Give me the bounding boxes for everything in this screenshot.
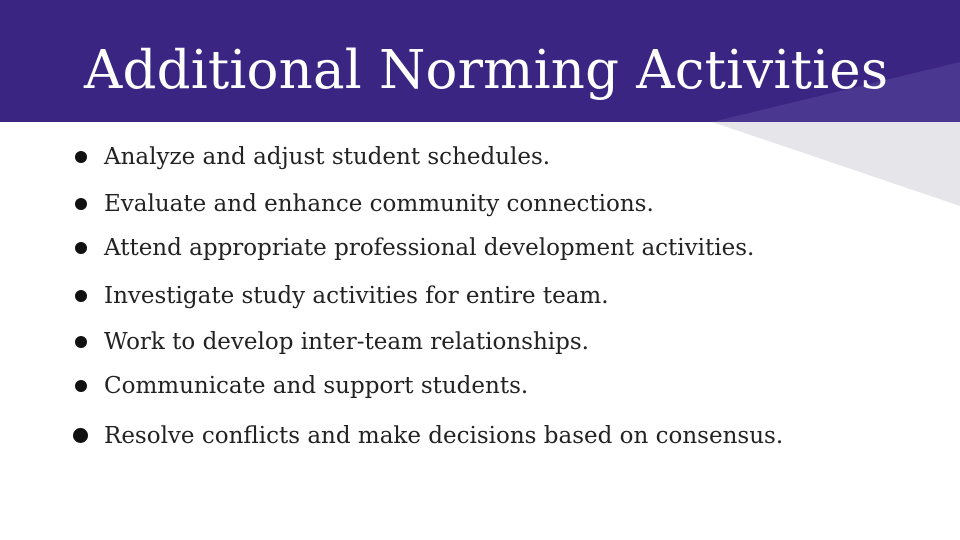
bullet-dot-icon: [73, 428, 88, 443]
bullet-item: [104, 141, 864, 174]
bullet-item: [104, 326, 864, 359]
bullet-text: Attend appropriate professional development activities.: [104, 235, 755, 261]
bullet-item: [104, 232, 864, 265]
bullet-dot-icon: [75, 151, 87, 163]
bullet-dot-icon: [75, 290, 87, 302]
bullet-dot-icon: [75, 198, 87, 210]
bullet-text: Work to develop inter-team relationships.: [104, 329, 589, 355]
bullet-dot-icon: [75, 336, 87, 348]
bullet-dot-icon: [75, 380, 87, 392]
bullet-text: Investigate study activities for entire team.: [104, 283, 609, 309]
bullet-text: Resolve conflicts and make decisions based on consensus.: [104, 423, 784, 449]
slide-title: Additional Norming Activities: [84, 40, 889, 101]
bullet-text: Evaluate and enhance community connections.: [104, 191, 654, 217]
bullet-item: [104, 370, 864, 403]
bullet-text: Analyze and adjust student schedules.: [104, 144, 551, 170]
bullet-dot-icon: [75, 242, 87, 254]
bullet-item: [104, 280, 864, 313]
bullet-item: [104, 188, 864, 221]
bullet-item: [104, 420, 804, 453]
bullet-text: Communicate and support students.: [104, 373, 529, 399]
